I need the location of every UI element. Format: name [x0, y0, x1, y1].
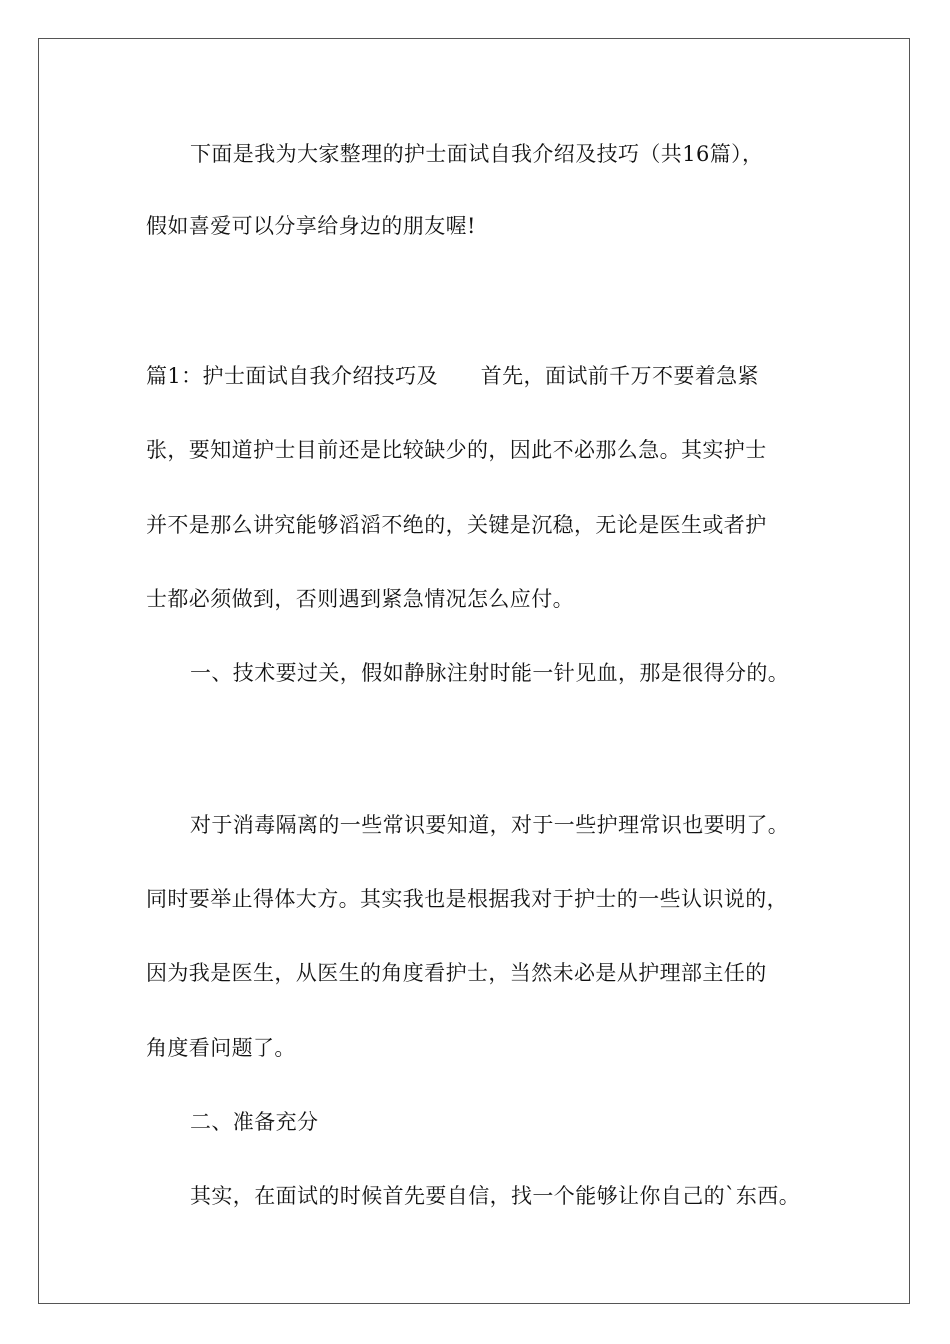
paragraph2-line-1: 对于消毒隔离的一些常识要知道，对于一些护理常识也要明了。 — [190, 813, 790, 837]
section1-line-3: 并不是那么讲究能够滔滔不绝的，关键是沉稳，无论是医生或者护 — [146, 513, 767, 537]
intro-line-2: 假如喜爱可以分享给身边的朋友喔! — [146, 214, 476, 238]
paragraph2-line-2: 同时要举止得体大方。其实我也是根据我对于护士的一些认识说的， — [146, 887, 788, 911]
point2-heading: 二、准备充分 — [190, 1110, 319, 1134]
section1-line-4: 士都必须做到，否则遇到紧急情况怎么应付。 — [146, 587, 574, 611]
section1-line-2: 张，要知道护士目前还是比较缺少的，因此不必那么急。其实护士 — [146, 438, 767, 462]
paragraph2-line-3: 因为我是医生，从医生的角度看护士，当然未必是从护理部主任的 — [146, 961, 767, 985]
paragraph3-line-1: 其实，在面试的时候首先要自信，找一个能够让你自己的`东西。 — [190, 1184, 801, 1208]
section1-line-1: 篇1：护士面试自我介绍技巧及 首先，面试前千万不要着急紧 — [146, 364, 759, 388]
intro-line-1: 下面是我为大家整理的护士面试自我介绍及技巧（共16篇）， — [190, 142, 764, 166]
paragraph2-line-4: 角度看问题了。 — [146, 1036, 296, 1060]
point1-text: 一、技术要过关，假如静脉注射时能一针见血，那是很得分的。 — [190, 661, 790, 685]
